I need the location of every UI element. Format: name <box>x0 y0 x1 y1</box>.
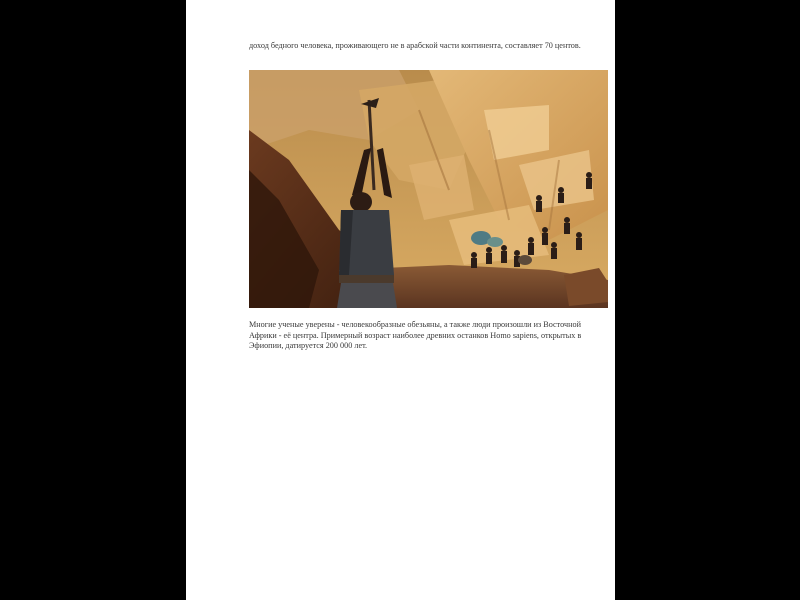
paragraph-top: доход бедного человека, проживающего не в арабской части континента, составляет 70 центов. <box>249 41 581 50</box>
paragraph-bottom: Многие ученые уверены - человекообразные обезьяны, а также люди произошли из Восточной Африки - её центра. Примерный возраст наиболее древних останков Homo sapiens, открытых в Эфиопии, датируется 200 000 лет. <box>249 320 582 350</box>
mining-photo <box>249 70 608 308</box>
document-page <box>186 0 615 600</box>
